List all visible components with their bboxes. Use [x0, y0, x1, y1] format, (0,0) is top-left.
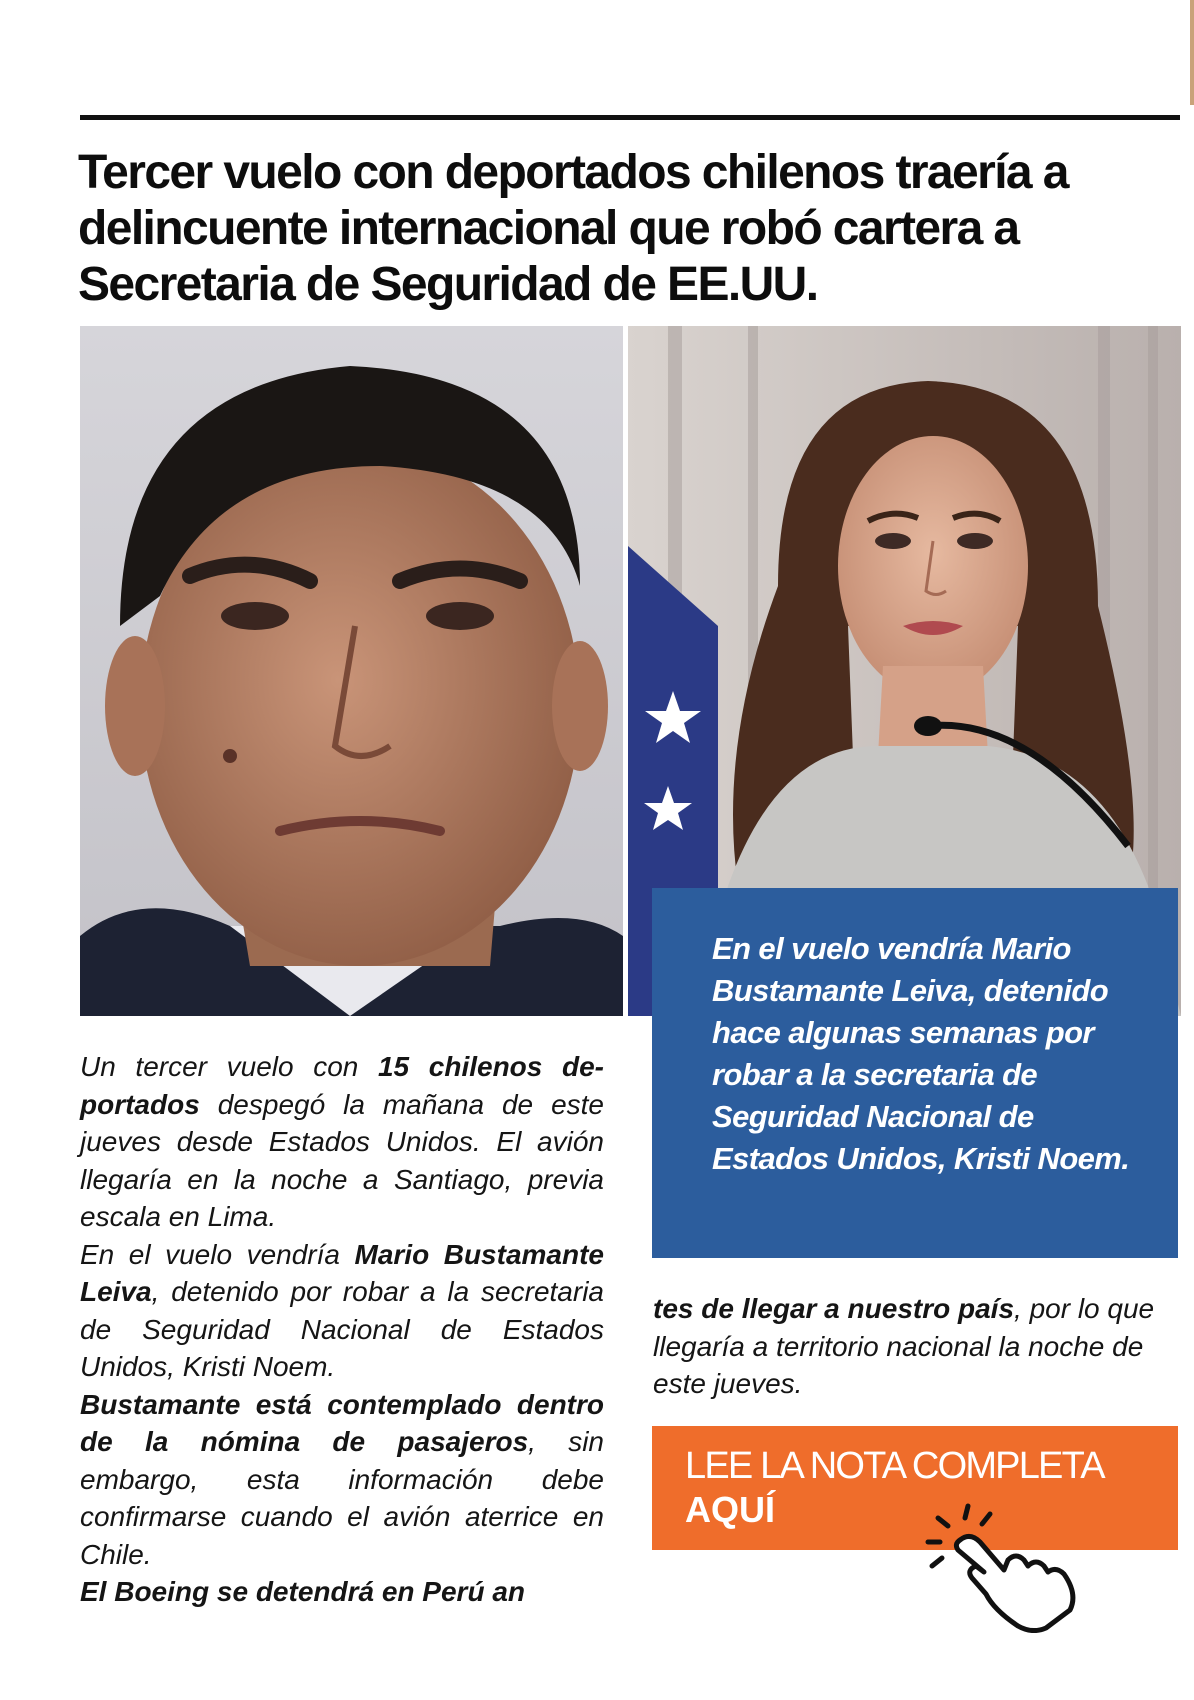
pull-quote-box: [652, 888, 1178, 1258]
body-paragraph: [80, 1236, 604, 1386]
bold-text-run: 15 chilenos deportados: [80, 1051, 604, 1120]
read-full-article-button[interactable]: [652, 1426, 1178, 1550]
portrait-photo-man: [80, 326, 623, 1016]
bold-text-run: Bustamante está contemplado dentro de la nómina de pasajeros: [80, 1388, 604, 1457]
text-run: , por lo que llegaría a territorio nacional la noche de este jueves.: [653, 1293, 1155, 1399]
body-paragraph: [80, 1048, 604, 1236]
body-paragraph: [80, 1573, 604, 1611]
pull-quote-text: En el vuelo vendría Mario Bustamante Leiva, detenido hace algunas semanas por robar a la secretaria de Seguridad Nacional de Estados Unidos, Kristi Noem.: [712, 931, 1130, 1176]
article-body-left: [80, 1048, 604, 1611]
bold-text-run: El Boeing se detendrá en Perú an: [80, 1576, 526, 1607]
bold-text-run: tes de llegar a nuestro país: [653, 1293, 1015, 1324]
page-edge-mark: [1190, 0, 1194, 105]
article-body-right: [653, 1290, 1180, 1403]
pointing-hand-click-icon[interactable]: [920, 1498, 1085, 1633]
body-paragraph: [653, 1290, 1180, 1403]
cta-label: LEE LA NOTA COMPLETA: [685, 1445, 1104, 1487]
body-paragraph: [80, 1386, 604, 1574]
text-run: , detenido por robar a la secretaria de Seguridad Nacional de Estados Unidos, Kristi Noem.: [80, 1276, 604, 1382]
text-run: , sin embargo, esta información debe confirmarse cuando el avión aterrice en Chile.: [80, 1426, 604, 1570]
cta-link-label: AQUÍ: [685, 1489, 775, 1530]
bold-text-run: Mario Bustamante Leiva: [80, 1238, 604, 1307]
text-run: despegó la mañana de este jueves desde Estados Unidos. El avión llegaría en la noche a Santiago, previa escala en Lima.: [80, 1088, 604, 1232]
headline: Tercer vuelo con deportados chilenos traería a delincuente internacional que robó cartera a Secretaria de Seguridad de EE.UU.: [78, 146, 1068, 311]
text-run: Un tercer vuelo con: [80, 1051, 378, 1082]
headline-rule: [80, 115, 1180, 120]
text-run: En el vuelo vendría: [80, 1238, 355, 1270]
